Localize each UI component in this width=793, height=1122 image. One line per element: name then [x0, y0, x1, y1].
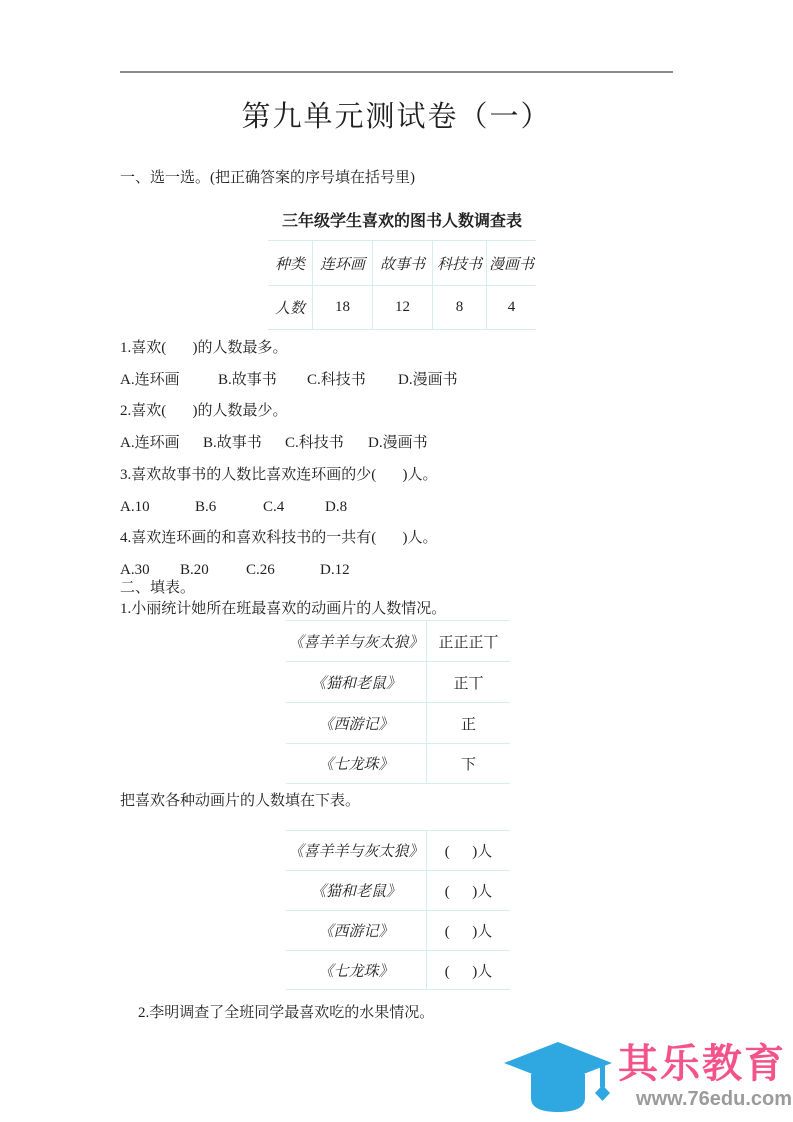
fill-row-label: 《西游记》: [286, 910, 426, 950]
fill-blank: ( )人: [426, 910, 510, 950]
tally-row-label: 《猫和老鼠》: [286, 661, 426, 702]
option: D.漫画书: [398, 372, 458, 388]
option: B.故事书: [218, 372, 277, 388]
question-text: 2.喜欢( )的人数最少。: [120, 403, 288, 419]
tally-table: [286, 620, 510, 784]
brand-name: 其乐教育: [618, 1042, 786, 1086]
graduation-cap-icon: [490, 1030, 630, 1122]
header-rule: [120, 71, 673, 73]
tally-marks: 正正正丅: [426, 620, 510, 661]
option: A.30: [120, 562, 150, 578]
tally-row-label: 《七龙珠》: [286, 743, 426, 784]
tally-marks: 正丅: [426, 661, 510, 702]
question-options: [0, 560, 793, 580]
option: D.8: [325, 499, 348, 515]
option: C.科技书: [285, 435, 344, 451]
option: B.6: [195, 499, 217, 515]
tally-marks: 下: [426, 743, 510, 784]
option: B.20: [180, 562, 209, 578]
survey-value: 4: [486, 285, 536, 330]
section1-heading: 一、选一选。(把正确答案的序号填在括号里): [120, 170, 415, 186]
survey-col-header: 故事书: [372, 240, 432, 285]
fill-instruction: 把喜欢各种动画片的人数填在下表。: [120, 793, 361, 809]
option: C.科技书: [307, 372, 366, 388]
section2-question2: 2.李明调查了全班同学最喜欢吃的水果情况。: [138, 1005, 435, 1021]
fill-row-label: 《七龙珠》: [286, 950, 426, 990]
tally-row-label: 《西游记》: [286, 702, 426, 743]
survey-row-label: 人数: [268, 285, 312, 330]
survey-value: 12: [372, 285, 432, 330]
question-options: [0, 433, 793, 453]
question-options: [0, 497, 793, 517]
fill-row-label: 《猫和老鼠》: [286, 870, 426, 910]
tally-marks: 正: [426, 702, 510, 743]
survey-col-header: 科技书: [432, 240, 486, 285]
question-text: 1.喜欢( )的人数最多。: [120, 340, 288, 356]
option: C.4: [263, 499, 285, 515]
brand-url: www.76edu.com: [636, 1088, 792, 1110]
question-text: 3.喜欢故事书的人数比喜欢连环画的少( )人。: [120, 467, 438, 483]
survey-table-title: 三年级学生喜欢的图书人数调查表: [281, 213, 522, 230]
survey-value: 8: [432, 285, 486, 330]
survey-corner-label: 种类: [268, 240, 312, 285]
option: A.连环画: [120, 372, 180, 388]
fill-blank: ( )人: [426, 830, 510, 870]
option: D.12: [320, 562, 350, 578]
survey-value: 18: [312, 285, 372, 330]
fill-blank: ( )人: [426, 870, 510, 910]
question-text: 4.喜欢连环画的和喜欢科技书的一共有( )人。: [120, 530, 438, 546]
option: B.故事书: [203, 435, 262, 451]
section2-heading: 二、填表。: [120, 580, 196, 596]
option: A.10: [120, 499, 150, 515]
question-options: [0, 370, 793, 390]
fill-blank: ( )人: [426, 950, 510, 990]
option: D.漫画书: [368, 435, 428, 451]
option: C.26: [246, 562, 275, 578]
fill-table: [286, 830, 510, 990]
tally-row-label: 《喜羊羊与灰太狼》: [286, 620, 426, 661]
page-title: 第九单元测试卷（一）: [241, 101, 552, 133]
survey-col-header: 漫画书: [486, 240, 536, 285]
section2-question1: 1.小丽统计她所在班最喜欢的动画片的人数情况。: [120, 601, 447, 617]
survey-col-header: 连环画: [312, 240, 372, 285]
option: A.连环画: [120, 435, 180, 451]
survey-table: [268, 240, 536, 330]
fill-row-label: 《喜羊羊与灰太狼》: [286, 830, 426, 870]
